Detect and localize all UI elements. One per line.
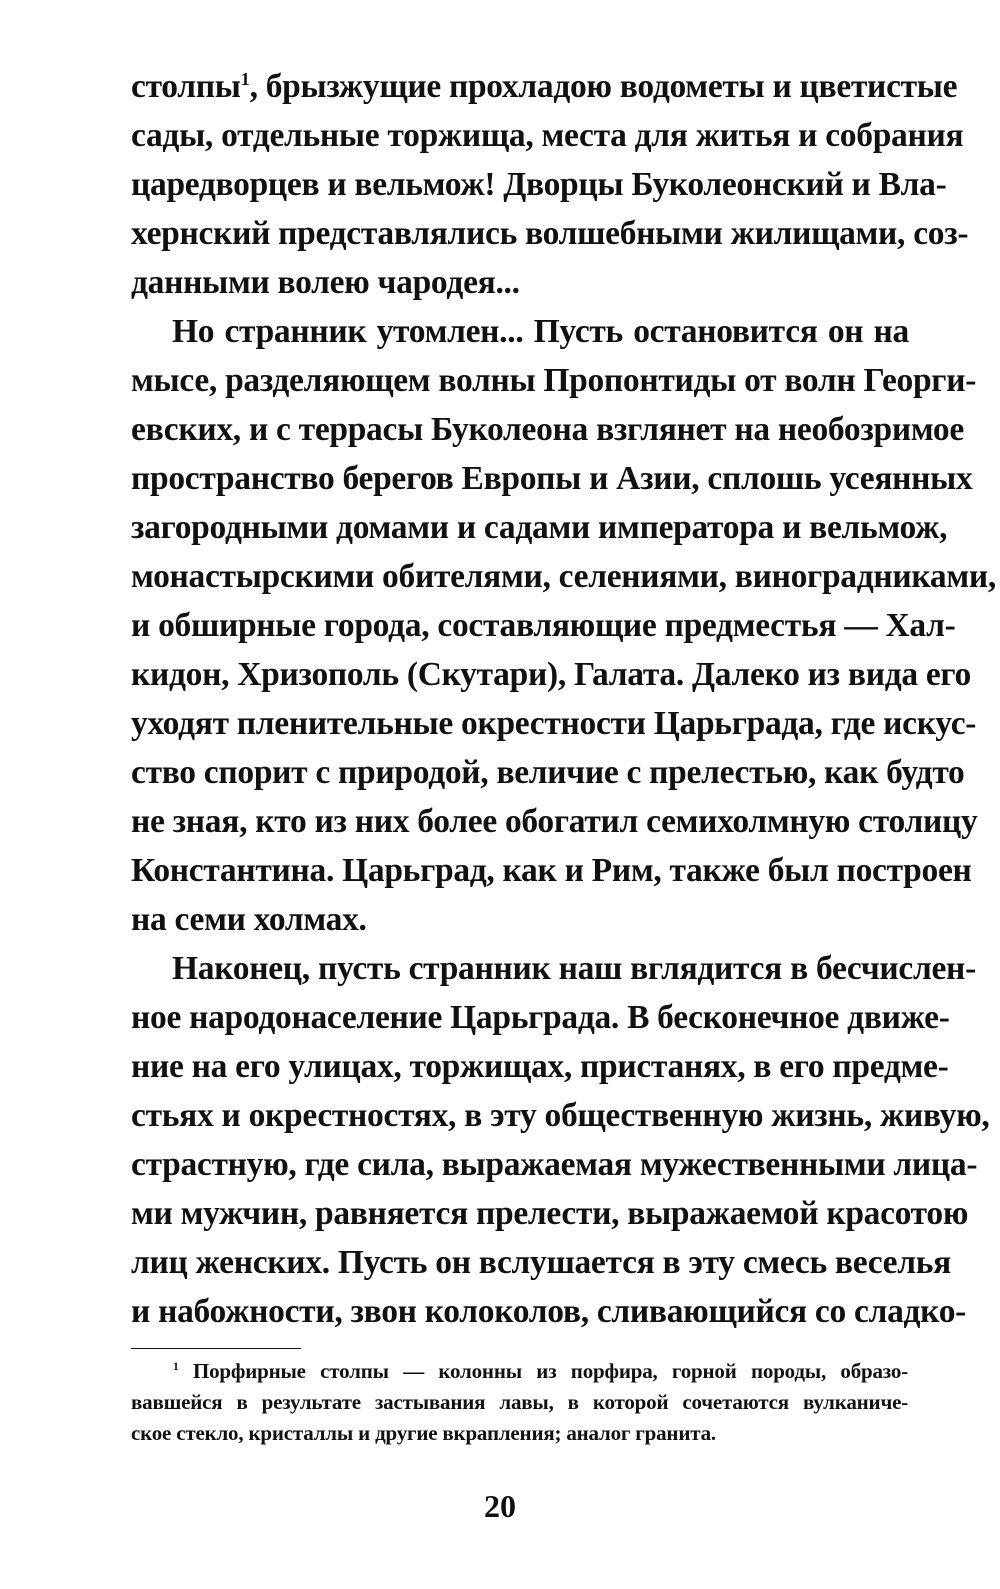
text-line: и обширные города, составляющие предместья — Хал- (131, 607, 956, 644)
footnote-reference: 1 (240, 68, 250, 89)
text-segment: столпы (131, 68, 241, 105)
footnote-line: вавшейся в результате застывания лавы, в которой сочетаются вулканиче- (131, 1390, 908, 1414)
text-line: лиц женских. Пусть он вслушается в эту смесь веселья (131, 1244, 951, 1281)
paragraph-first-line: Наконец, пусть странник наш вглядится в бесчислен- (172, 950, 976, 987)
footnote-line (173, 1356, 908, 1387)
text-line: данными волею чародея... (131, 264, 520, 301)
text-line: царедворцев и вельмож! Дворцы Буколеонский и Вла- (131, 166, 947, 203)
text-line: мысе, разделяющем волны Пропонтиды от волн Георги- (131, 362, 977, 399)
footnote-divider (131, 1348, 301, 1349)
text-line: пространство берегов Европы и Азии, сплошь усеянных (131, 460, 973, 497)
paragraph-first-line: Но странник утомлен... Пусть остановится он на (172, 313, 909, 350)
text-line (131, 62, 958, 111)
text-line: евских, и с террасы Буколеона взглянет на необозримое (131, 411, 964, 448)
text-line: стьях и окрестностях, в эту общественную жизнь, живую, (131, 1097, 990, 1134)
text-line: хернский представлялись волшебными жилищами, соз- (131, 215, 969, 252)
text-line: Константина. Царьград, как и Рим, также был построен (131, 852, 972, 889)
text-line: страстную, где сила, выражаемая мужественными лица- (131, 1146, 978, 1183)
text-line: кидон, Хризополь (Скутари), Галата. Далеко из вида его (131, 656, 971, 693)
text-line: и набожности, звон колоколов, сливающийся со сладко- (131, 1293, 967, 1330)
text-line: уходят пленительные окрестности Царьграда, где искус- (131, 705, 977, 742)
text-line: на семи холмах. (131, 901, 367, 938)
text-line: сады, отдельные торжища, места для житья и собрания (131, 117, 964, 154)
text-line: ми мужчин, равняется прелести, выражаемой красотою (131, 1195, 969, 1232)
text-line: ство спорит с природой, величие с прелестью, как будто (131, 754, 965, 791)
footnote-line: ское стекло, кристаллы и другие вкрапления; аналог гранита. (131, 1421, 716, 1445)
text-line: не зная, кто из них более обогатил семихолмную столицу (131, 803, 978, 840)
text-line: ние на его улицах, торжищах, пристанях, в его предме- (131, 1048, 949, 1085)
page-number: 20 (484, 1488, 516, 1524)
footnote-text: Порфирные столпы — колонны из порфира, горной породы, образо- (192, 1359, 909, 1383)
footnote-marker: 1 (173, 1361, 179, 1373)
text-segment: , брызжущие прохладою водометы и цветистые (249, 68, 958, 105)
text-line: загородными домами и садами императора и вельмож, (131, 509, 948, 546)
text-line: монастырскими обителями, селениями, виноградниками, (131, 558, 996, 595)
text-line: ное народонаселение Царьграда. В бесконечное движе- (131, 999, 950, 1036)
